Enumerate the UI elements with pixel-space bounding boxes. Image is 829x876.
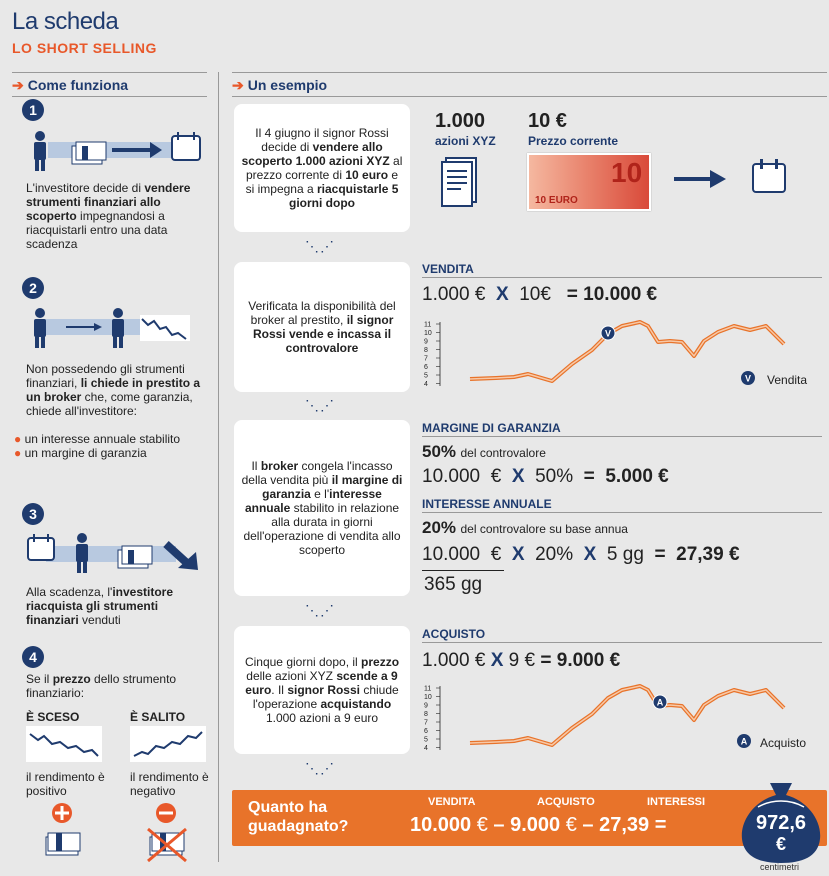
banner-label-interessi: INTERESSI	[647, 796, 706, 808]
investor-icon	[34, 308, 46, 348]
tick-label: 6	[424, 364, 428, 371]
salito-text: il rendimento è negativo	[130, 770, 209, 798]
svg-text:V: V	[604, 328, 612, 339]
divider	[218, 72, 219, 862]
sceso-label: È SCESO	[26, 710, 80, 724]
card-step4: Cinque giorni dopo, il prezzo delle azioni XYZ scende a 9 euro. Il signor Rossi chiude l'operazione acquistando 1.000 azioni a 9 euro	[234, 626, 410, 754]
vendita-legend: Vendita	[767, 373, 808, 387]
dots-connector: ⋱⋰	[305, 238, 335, 254]
interesse-heading: INTERESSE ANNUALE	[422, 497, 552, 511]
tick-label: 5	[424, 736, 428, 744]
tick-label: 11	[424, 685, 432, 693]
person-icon	[34, 131, 46, 171]
section-heading-esempio: ➔ Un esempio	[232, 77, 328, 93]
papers-icon	[118, 546, 152, 568]
tick-label: 10	[424, 330, 432, 337]
card-step2: Verificata la disponibilità del broker al prestito, il signor Rossi vende e incassa il controvalore	[234, 262, 410, 392]
calendar-icon	[28, 534, 54, 560]
dots-connector: ⋱⋰	[305, 397, 335, 413]
vendita-heading: VENDITA	[422, 262, 474, 276]
tick-label: 11	[424, 321, 432, 329]
margine-percent: 50% del controvalore	[422, 442, 546, 461]
step3-text: Alla scadenza, l'investitore riacquista gli strumenti finanziari venduti	[26, 585, 174, 627]
svg-text:A: A	[740, 736, 748, 747]
interesse-denominator: 365 gg	[424, 574, 483, 595]
prezzo-number: 10 €	[528, 110, 567, 132]
banknote-image: 10 10 EURO	[527, 153, 651, 211]
banner-label-vendita: VENDITA	[428, 796, 476, 808]
banner-equation: 10.000 € – 9.000 € – 27,39 =	[410, 814, 667, 836]
credit-logo: centimetri	[760, 862, 800, 872]
vendita-chart	[422, 316, 822, 390]
acquisto-equation: 1.000 € X 9 € = 9.000 €	[422, 650, 621, 671]
document-icon	[440, 154, 480, 208]
result-value: 972,6	[755, 812, 807, 834]
step-number-4: 4	[22, 646, 44, 668]
tick-label: 7	[424, 355, 428, 363]
person-icon	[76, 533, 88, 573]
tick-label: 7	[424, 719, 428, 727]
vendita-equation: 1.000 € X 10€ = 10.000 €	[422, 284, 658, 305]
tick-label: 10	[424, 694, 432, 701]
banner-question: Quanto ha guadagnato?	[248, 799, 349, 835]
section-heading-come-funziona: ➔ Come funziona	[12, 77, 129, 93]
price-line	[470, 686, 784, 745]
price-line	[470, 322, 784, 381]
step1-illustration	[26, 128, 206, 174]
sceso-text: il rendimento è positivo	[26, 770, 105, 798]
tick-label: 8	[424, 347, 428, 354]
step2-bullet-2: ● un margine di garanzia	[14, 446, 147, 460]
step3-illustration	[26, 530, 206, 578]
tick-label: 9	[424, 338, 428, 346]
step2-text: Non possedendo gli strumenti finanziari, li chiede in prestito a un broker che, come garanzia, chiede all'investitore:	[26, 362, 201, 418]
step1-text: L'investitore decide di vendere strumenti finanziari allo scoperto impegnandosi a riacquistarli entro una data scadenza	[26, 181, 191, 251]
page-title: La scheda	[12, 8, 119, 35]
tick-label: 4	[424, 381, 428, 388]
interesse-equation: 10.000 € X 20% X 5 gg = 27,39 €	[422, 544, 740, 565]
step-number-1: 1	[22, 99, 44, 121]
calendar-icon	[172, 132, 200, 160]
step-number-3: 3	[22, 503, 44, 525]
papers-icon	[72, 142, 106, 164]
tick-label: 8	[424, 711, 428, 718]
step2-illustration	[26, 305, 206, 351]
card-step3: Il broker congela l'incasso della vendita più il margine di garanzia e l'interesse annuale stabilito in relazione alla durata in giorni dell'operazione di vendita allo scoperto	[234, 420, 410, 596]
acquisto-legend: Acquisto	[760, 736, 807, 750]
tick-label: 4	[424, 745, 428, 752]
result-currency: €	[775, 834, 786, 854]
plus-money-icon	[42, 803, 82, 865]
acquisto-heading: ACQUISTO	[422, 627, 486, 641]
broker-icon	[112, 308, 124, 348]
step4-text: Se il prezzo dello strumento finanziario:	[26, 672, 177, 700]
margine-equation: 10.000 € X 50% = 5.000 €	[422, 466, 669, 487]
interesse-percent: 20% del controvalore su base annua	[422, 518, 628, 537]
page-subtitle: LO SHORT SELLING	[12, 40, 157, 56]
up-chart-icon	[130, 726, 206, 762]
svg-text:A: A	[656, 697, 664, 708]
dots-connector: ⋱⋰	[305, 602, 335, 618]
prezzo-label: Prezzo corrente	[528, 134, 619, 148]
calendar-icon	[750, 156, 790, 196]
step2-bullet-1: ● un interesse annuale stabilito	[14, 432, 181, 446]
down-chart-icon	[26, 726, 102, 762]
price-line	[470, 322, 784, 381]
salito-label: È SALITO	[130, 710, 186, 724]
dots-connector: ⋱⋰	[305, 760, 335, 776]
step-number-2: 2	[22, 277, 44, 299]
margine-heading: MARGINE DI GARANZIA	[422, 421, 561, 435]
tick-label: 6	[424, 728, 428, 735]
azioni-number: 1.000	[435, 110, 486, 132]
arrow-right-icon	[672, 166, 730, 192]
price-line	[470, 686, 784, 745]
minus-money-icon	[146, 803, 190, 865]
azioni-label: azioni XYZ	[435, 134, 496, 148]
banner-label-acquisto: ACQUISTO	[537, 796, 595, 808]
tick-label: 5	[424, 372, 428, 380]
tick-label: 9	[424, 702, 428, 710]
svg-text:V: V	[744, 373, 752, 384]
card-step1: Il 4 giugno il signor Rossi decide di vendere allo scoperto 1.000 azioni XYZ al prezzo corrente di 10 euro e si impegna a riacquistarle 5 giorni dopo	[234, 104, 410, 232]
